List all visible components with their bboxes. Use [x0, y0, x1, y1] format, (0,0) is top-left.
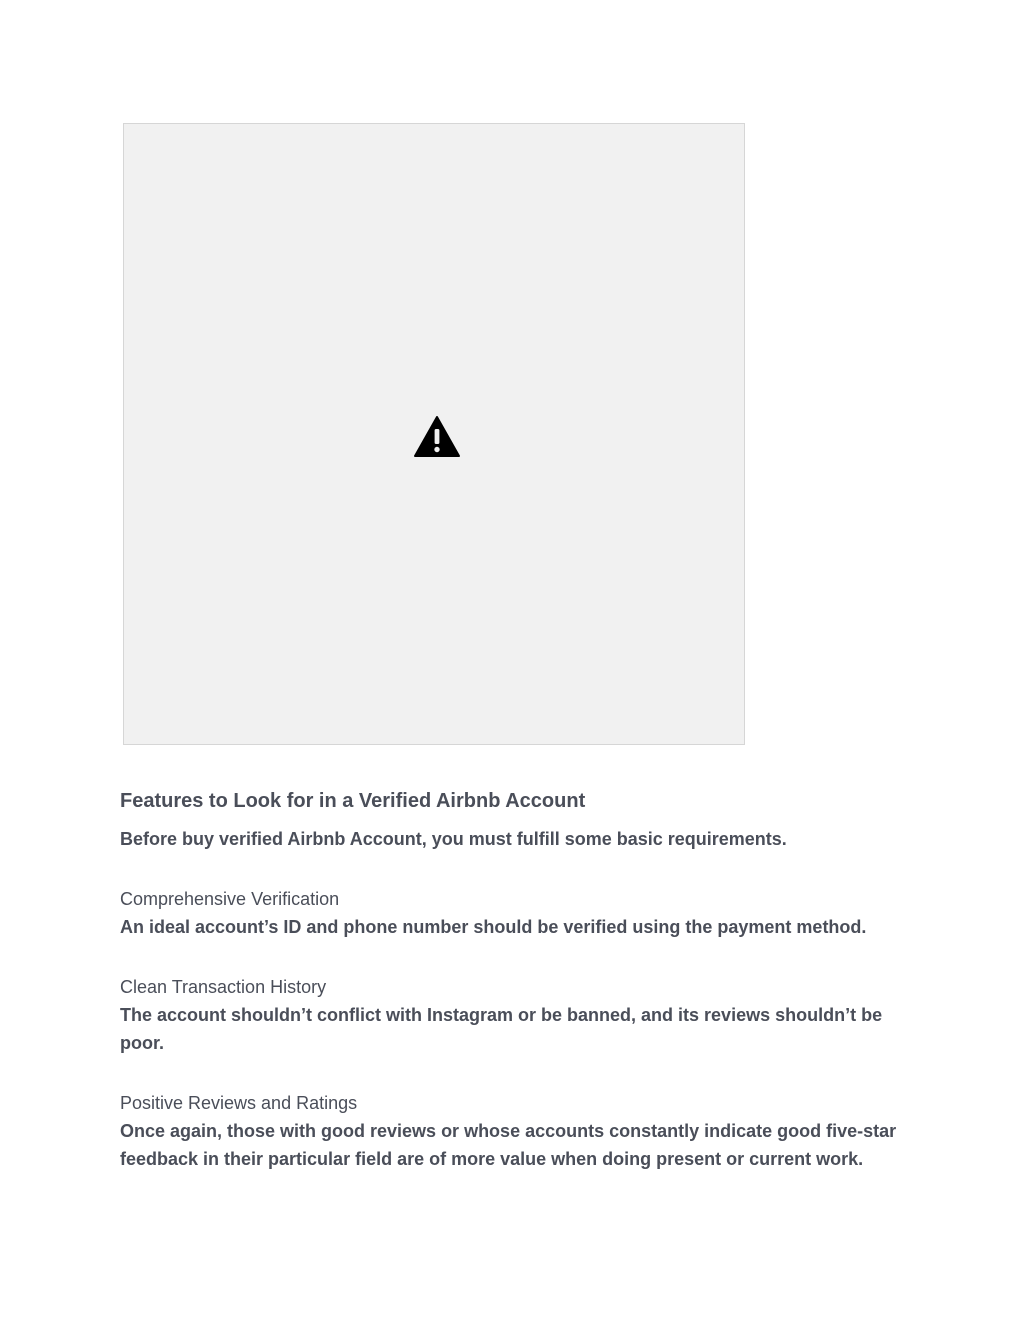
section-text: Once again, those with good reviews or whose accounts constantly indicate good five-star feedback in their particular field are of more value when doing present or current work. [120, 1121, 897, 1169]
article-heading: Features to Look for in a Verified Airbnb Account [120, 790, 586, 812]
article-content [120, 787, 920, 1173]
section-text: An ideal account’s ID and phone number should be verified using the payment method. [120, 917, 867, 937]
article-intro: Before buy verified Airbnb Account, you must fulfill some basic requirements. [120, 829, 787, 849]
warning-triangle-icon [413, 415, 461, 458]
section-text: The account shouldn’t conflict with Instagram or be banned, and its reviews shouldn’t be poor. [120, 1005, 883, 1053]
section-title: Positive Reviews and Ratings [120, 1093, 358, 1113]
section-comprehensive-verification [120, 885, 920, 941]
section-positive-reviews [120, 1089, 920, 1173]
section-title: Comprehensive Verification [120, 889, 340, 909]
broken-image-placeholder [123, 123, 745, 745]
section-clean-transaction-history [120, 973, 920, 1057]
section-title: Clean Transaction History [120, 977, 327, 997]
